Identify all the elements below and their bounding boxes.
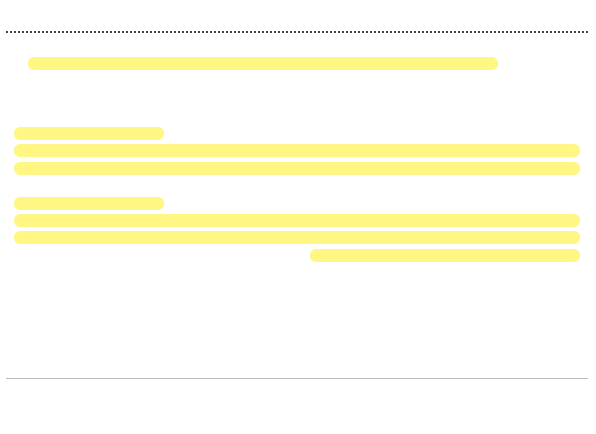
highlight-mark (310, 249, 580, 262)
highlight-mark (14, 144, 580, 157)
second-article-headline (4, 386, 588, 412)
headline-underline (6, 31, 588, 33)
article-line (10, 142, 584, 159)
highlight-mark (14, 214, 580, 227)
highlight-mark (14, 231, 580, 244)
highlight-mark (14, 197, 164, 210)
article-line (10, 55, 584, 72)
article-line (10, 160, 584, 177)
article-line (10, 229, 584, 246)
highlight-mark (14, 127, 164, 140)
article-line (10, 264, 584, 281)
highlight-mark (14, 162, 580, 175)
article-line (10, 38, 584, 55)
article-line (10, 90, 584, 107)
article-line (10, 316, 584, 333)
highlight-mark (28, 57, 498, 70)
article-line (10, 299, 584, 316)
article-line (10, 177, 584, 194)
article-line (10, 108, 584, 125)
article-body (10, 38, 584, 368)
article-line (10, 351, 584, 368)
article-separator (6, 378, 588, 379)
article-line (10, 73, 584, 90)
article-line (10, 281, 584, 298)
article-headline (4, 6, 588, 32)
second-article-dateline (10, 418, 584, 434)
article-line (10, 247, 584, 264)
article-line (10, 125, 584, 142)
article-line (10, 212, 584, 229)
article-line (10, 334, 584, 351)
article-line (10, 195, 584, 212)
